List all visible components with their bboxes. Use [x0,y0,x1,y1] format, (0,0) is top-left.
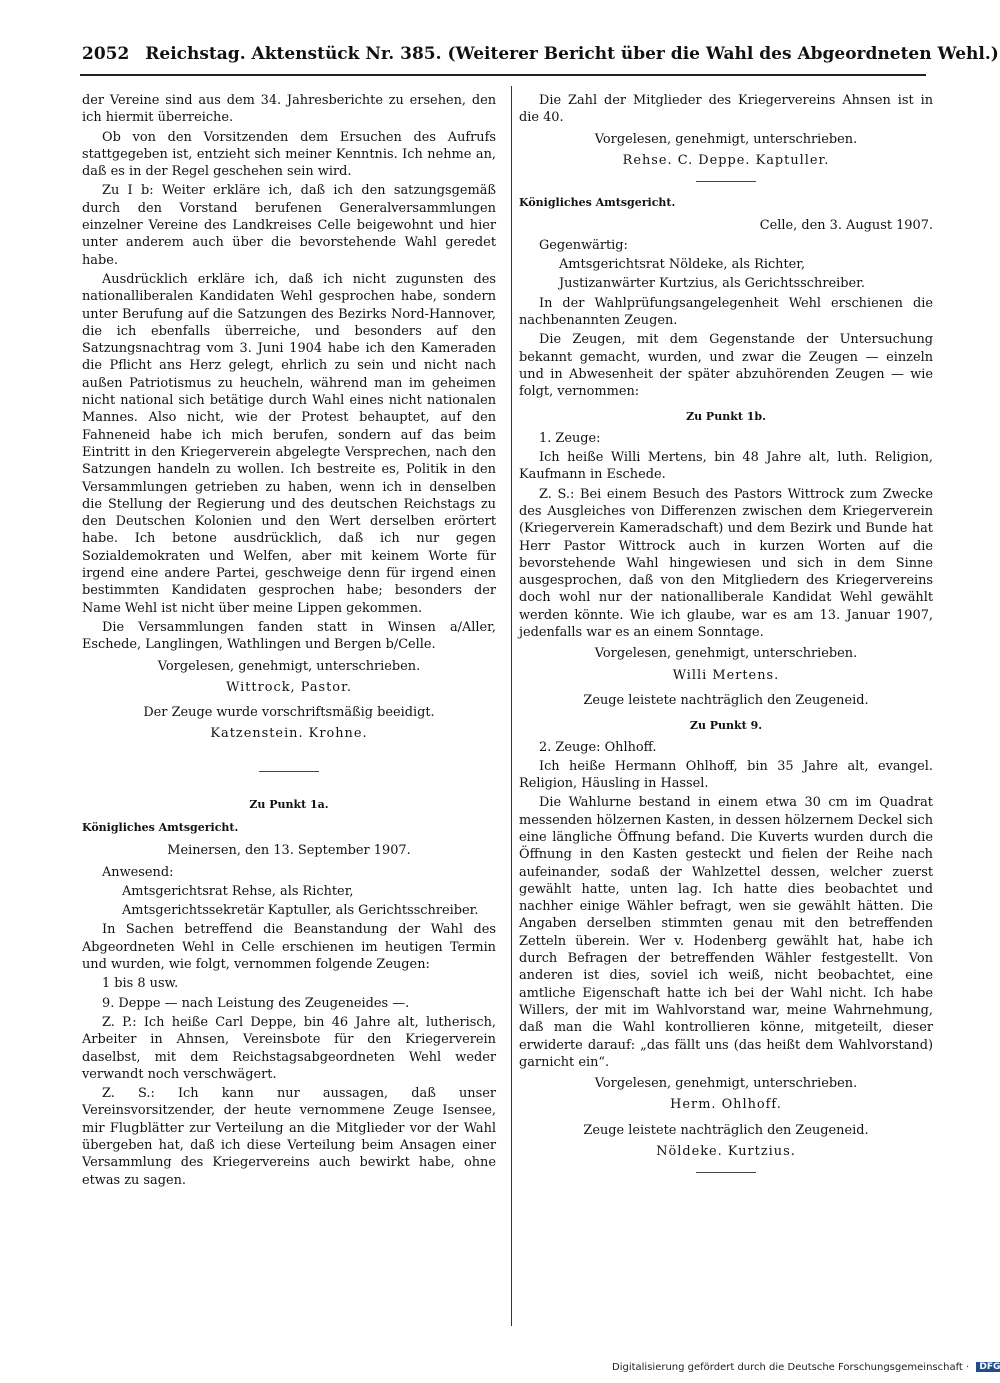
signature: Wittrock, Pastor. [226,679,352,695]
paragraph: Ich heiße Hermann Ohlhoff, bin 35 Jahre alt, evangel. Religion, Häusling in Hassel. [519,758,933,792]
place-date: Celle, den 3. August 1907. [759,218,933,234]
present-label: Anwesend: [102,864,174,880]
read-confirmation: Vorgelesen, genehmigt, unterschrieben. [594,646,858,662]
page-header [82,44,999,64]
section-heading: Zu Punkt 1b. [686,410,766,424]
section-divider [696,181,756,182]
section-heading: Zu Punkt 9. [689,719,763,733]
read-confirmation: Vorgelesen, genehmigt, unterschrieben. [594,1076,858,1092]
read-confirmation: Vorgelesen, genehmigt, unterschrieben. [157,658,421,674]
signature: Herm. Ohlhoff. [670,1097,782,1113]
paragraph: Die Zahl der Mitglieder des Kriegervereins Ahnsen ist in die 40. [519,93,933,126]
credit-text: Digitalisierung gefördert durch die Deutsche Forschungsgemeinschaft · [612,1362,970,1373]
header-rule [80,74,926,76]
paragraph: Ausdrücklich erkläre ich, daß ich nicht zugunsten des nationalliberalen Kandidaten Wehl gesprochen habe, sondern unter Berufung auf die Satzungen des Bezirks Nord-Hannover, die ich ebenfalls überreiche, und besonders auf den Satzungsnachtrag vom 3. Juni 1904 habe ich den Kameraden die Pflicht ans Herz gelegt, ehrlich zu sein und nicht nach außen Patriotismus zu heucheln, während man im geheimen nicht national sich betätige durch Wahl eines nicht nationalen Mannes. Also nicht, wie der Protest behauptet, auf den Fahneneid habe ich mich berufen, sondern auf das beim Eintritt in den Kriegerverein abgelegte Versprechen, nach den Satzungen handeln zu wollen. Ich bestreite es, Politik in den Versammlungen getrieben zu haben, wenn ich in denselben die Stellung der Regierung und des deutschen Reichstags zu den Deutschen Kolonien und den Wert derselben erörtert habe. Ich betone ausdrücklich, daß ich nur gegen Sozialdemokraten und Welfen, aber mit keinem Worte für irgend eine andere Partei, geschweige denn für irgend einen bestimmten Kandidaten gesprochen habe; besonders der Name Wehl ist nicht über meine Lippen gekommen. [82,271,496,616]
column-divider [511,86,512,1326]
present-entry: Amtsgerichtsrat Nöldeke, als Richter, [559,257,806,273]
present-entry: Justizanwärter Kurtzius, als Gerichtsschreiber. [559,276,865,292]
present-entry: Amtsgerichtsrat Rehse, als Richter, [122,883,354,899]
page-number: 2052 [82,44,130,64]
paragraph: Z. S.: Ich kann nur aussagen, daß unser Vereinsvorsitzender, der heute vernommene Zeuge Isensee, mir Flugblätter zur Verteilung an die Mitglieder vor der Wahl übergeben hat, daß ich diese Verteilung beim Ansagen einer Versammlung des Kriegervereins auch bewirkt habe, ohne etwas zu sagen. [82,1086,496,1188]
signature: Willi Mertens. [672,667,780,683]
digitization-credit [612,1362,1000,1373]
read-confirmation: Vorgelesen, genehmigt, unterschrieben. [594,131,858,147]
section-heading: Zu Punkt 1a. [249,797,329,811]
dfg-logo: DFG [976,1362,1000,1372]
oath-note: Zeuge leistete nachträglich den Zeugeneid. [583,692,869,708]
present-label: Gegenwärtig: [539,237,628,253]
left-column [82,92,496,1191]
section-divider [696,1172,756,1173]
place-date: Meinersen, den 13. September 1907. [167,843,411,859]
paragraph: 9. Deppe — nach Leistung des Zeugeneides —. [102,995,410,1011]
paragraph: Z. S.: Bei einem Besuch des Pastors Wittrock zum Zwecke des Ausgleiches von Differenzen zwischen dem Kriegerverein (Kriegerverein Kameradschaft) und dem Bezirk und Bunde hat Herr Pastor Wittrock auch in kurzen Worten auf die bevorstehende Wahl hingewiesen und sich in dem Sinne ausgesprochen, daß von den Mitgliedern des Kriegervereins doch wohl nur der nationalliberale Kandidat Wehl gewählt werden könnte. Wie ich glaube, war es am 13. Januar 1907, jedenfalls war es an einem Sonntage. [519,486,933,641]
right-column [519,92,933,1185]
paragraph: Zu I b: Weiter erkläre ich, daß ich den satzungsgemäß durch den Vorstand berufenen Generalversammlungen einzelner Vereine des Landkreises Celle beigewohnt und hier unter anderem auch über die bevorstehende Wahl geredet habe. [82,183,496,268]
page-title: Reichstag. Aktenstück Nr. 385. (Weiterer Bericht über die Wahl des Abgeordneten Wehl.) [145,44,999,64]
paragraph: Ob von den Vorsitzenden dem Ersuchen des Aufrufs stattgegeben ist, entzieht sich meiner Kenntnis. Ich nehme an, daß es in der Regel geschehen sein wird. [82,129,496,180]
signature: Rehse. C. Deppe. Kaptuller. [622,152,830,168]
court-heading: Königliches Amtsgericht. [519,196,676,210]
section-divider [259,771,319,772]
witness-label: 2. Zeuge: Ohlhoff. [539,739,657,755]
paragraph: In der Wahlprüfungsangelegenheit Wehl erschienen die nachbenannten Zeugen. [519,295,933,328]
signature: Katzenstein. Krohne. [210,726,368,742]
paragraph: 1 bis 8 usw. [102,976,179,992]
court-heading: Königliches Amtsgericht. [82,820,239,834]
paragraph: Die Zeugen, mit dem Gegenstande der Untersuchung bekannt gemacht, wurden, und zwar die Zeugen — einzeln und in Abwesenheit der später abzuhörenden Zeugen — wie folgt, vernommen: [519,332,933,400]
oath-note: Der Zeuge wurde vorschriftsmäßig beeidigt. [143,705,435,721]
paragraph: In Sachen betreffend die Beanstandung der Wahl des Abgeordneten Wehl in Celle erschienen im heutigen Termin und wurden, wie folgt, vernommen folgende Zeugen: [82,922,496,973]
signature: Nöldeke. Kurtzius. [656,1144,796,1160]
oath-note: Zeuge leistete nachträglich den Zeugeneid. [583,1122,869,1138]
witness-label: 1. Zeuge: [539,430,601,446]
present-entry: Amtsgerichtssekretär Kaptuller, als Gerichtsschreiber. [122,903,479,919]
paragraph: Die Versammlungen fanden statt in Winsen a/Aller, Eschede, Langlingen, Wathlingen und Bergen b/Celle. [82,619,496,653]
paragraph: der Vereine sind aus dem 34. Jahresberichte zu ersehen, den ich hiermit überreiche. [82,93,496,126]
paragraph: Z. P.: Ich heiße Carl Deppe, bin 46 Jahre alt, lutherisch, Arbeiter in Ahnsen, Vereinsbote für den Kriegerverein daselbst, mit dem Reichstagsabgeordneten Wehl weder verwandt noch verschwägert. [82,1014,496,1082]
paragraph: Ich heiße Willi Mertens, bin 48 Jahre alt, luth. Religion, Kaufmann in Eschede. [519,450,933,483]
paragraph: Die Wahlurne bestand in einem etwa 30 cm im Quadrat messenden hölzernen Kasten, in dessen hölzernem Deckel sich eine längliche Öffnung befand. Die Kuverts wurden durch die Öffnung in den Kasten gesteckt und fielen der Reihe nach aufeinander, sodaß der Wahlzettel dessen, welcher zuerst gewählt hatte, unten lag. Ich hatte dies beobachtet und nachher einige Wähler befragt, wen sie gewählt hätten. Die Angaben derselben stimmten genau mit den betreffenden Zetteln überein. Wer v. Hodenberg gewählt hat, habe ich durch Befragen der betreffenden Wähler festgestellt. Von anderen ist dies, soviel ich weiß, nicht beobachtet, eine amtliche Eigenschaft hatte ich bei der Wahl nicht. Ich habe Willers, der mit im Wahlvorstand war, meine Wahrnehmung, daß man die Wahl kontrollieren könne, mitgeteilt, dieser erwiderte darauf: „das fällt uns (das heißt dem Wahlvorstand) garnicht ein“. [519,795,933,1070]
